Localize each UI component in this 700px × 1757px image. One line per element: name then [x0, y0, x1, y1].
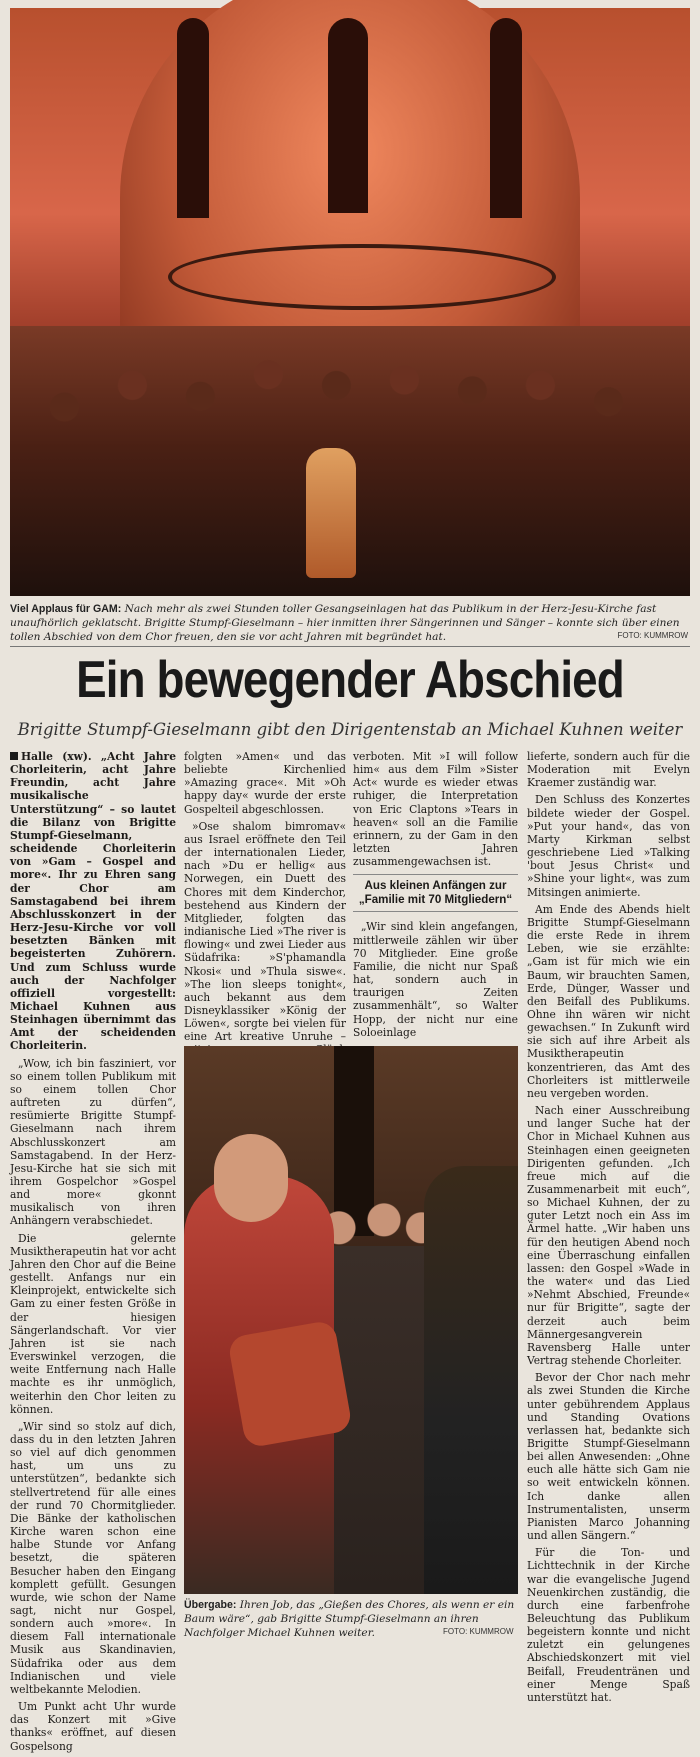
- photo-credit: FOTO: KUMMROW: [443, 1627, 514, 1636]
- section-subhead: Aus kleinen Anfängen zur „Familie mit 70 Mitgliedern“: [353, 874, 518, 912]
- divider: [10, 646, 690, 647]
- church-window: [490, 18, 522, 218]
- caption-text: Nach mehr als zwei Stunden toller Gesangseinlagen hat das Publikum in der Herz-Jesu-Kirche fast unaufhörlich geklatscht. Brigitte Stumpf-Gieselmann – hier inmitten ihrer Sängerinnen und Sänger – konnte sich über einen tollen Abschied von dem Chor freuen, den sie vor acht Jahren mit begründet hat.: [10, 603, 680, 643]
- paragraph: Für die Ton- und Lichttechnik in der Kirche war die evangelische Jugend Neuenkirchen zuständig, die durch eine farbenfrohe Beleuchtung das Publikum begeistern konnte und nicht zuletzt ein gelungenes Abschiedskonzert mit viel Beifall, Freudentränen und einer Menge Spaß unterstützt hat.: [527, 1546, 690, 1704]
- caption-lead: Viel Applaus für GAM:: [10, 603, 122, 615]
- paragraph: Den Schluss des Konzertes bildete wieder der Gospel. »Put your hand«, das von Marty Kirkman selbst geschriebene Lied »Talking 'bout Jesus Christ« und »Shine your light«, was zum Mitsingen animierte.: [527, 793, 690, 899]
- paragraph: folgten »Amen« und das beliebte Kirchenlied »Amazing grace«. Mit »Oh happy day« wurde der erste Gospelteil abgeschlossen.: [184, 750, 346, 816]
- paragraph: „Wow, ich bin fasziniert, vor so einem tollen Publikum mit so einem tollen Chor auftreten zu dürfen“, resümierte Brigitte Stumpf-Gieselmann nach ihrem Abschlusskonzert am Samstagabend. In der Herz-Jesu-Kirche hat sie sich mit ihrem Gospelchor »Gospel and more« gkonnt musikalisch von ihren Anhängern verabschiedet.: [10, 1056, 176, 1228]
- paragraph: Am Ende des Abends hielt Brigitte Stumpf-Gieselmann die erste Rede in ihrem Leben, wie sie erzählte: „Gam ist für mich wie ein Baum, wir brauchten Samen, Erde, Dünger, Wasser und den Beifall des Publikums. Ohne ihn wären wir nicht gewachsen.“ In Zukunft wird sie sich auf ihre Arbeit als Musiktherapeutin konzentrieren, das Amt des Chorleiters ist mittlerweile neu vergeben worden.: [527, 902, 690, 1100]
- church-window: [177, 18, 209, 218]
- paragraph: „Wir sind klein angefangen, mittlerweile zählen wir über 70 Mitglieder. Eine große Familie, die nicht nur Spaß hat, sondern auch in traurigen Zeiten zusammenhält“, so Walter Hopp, der nicht nur eine Soloeinlage: [353, 920, 518, 1039]
- paragraph: „Wir sind so stolz auf dich, dass du in den letzten Jahren so viel auf dich genommen hast, um uns zu unterstützen“, bedankte sich stellvertretend für alle eines der rund 70 Chormitglieder. Die Bänke der katholischen Kirche waren schon eine halbe Stunde vor Anfang besetzt, die späteren Besucher haben den Eingang komplett gefüllt. Gesungen wurde, wie schon der Name sagt, nicht nur Gospel, sondern auch »more«. In diesem Fall internationale Musik aus Skandinavien, Südafrika oder aus dem Indianischen und viele weltbekannte Melodien.: [10, 1419, 176, 1696]
- paragraph: Bevor der Chor nach mehr als zwei Stunden die Kirche unter gebührendem Applaus und Standing Ovations verlassen hat, bedankte sich Brigitte Stumpf-Gieselmann bei allen Anwesenden: „Ohne euch alle hätte sich Gam nie so weit entwickeln können. Ich danke allen Instrumentalisten, unserm Pianisten Marco Johanning und allen Sängern.“: [527, 1371, 690, 1543]
- top-photo-caption: [10, 602, 690, 644]
- conductor-figure: [306, 448, 356, 578]
- caption-lead: Übergabe:: [184, 1599, 237, 1611]
- church-window: [328, 18, 368, 213]
- handover-photo: [184, 1046, 518, 1594]
- paragraph: Um Punkt acht Uhr wurde das Konzert mit »Give thanks« eröffnet, auf diesen Gospelsong: [10, 1700, 176, 1753]
- chandelier-ring: [168, 244, 556, 310]
- article-column-4: [527, 750, 690, 1708]
- article-column-2: [184, 750, 346, 1074]
- paragraph: lieferte, sondern auch für die Moderation mit Evelyn Kraemer zuständig war.: [527, 750, 690, 790]
- photo-credit: FOTO: KUMMROW: [617, 631, 688, 640]
- paragraph: Die gelernte Musiktherapeutin hat vor acht Jahren den Chor auf die Beine gestellt. Anfangs nur ein Kleinprojekt, entwickelte sich Gam zu einer festen Größe in der hiesigen Sängerlandschaft. Vor vier Jahren ist sie nach Everswinkel verzogen, die weite Entfernung nach Halle machte es ihr unmöglich, weiterhin den Chor leiten zu können.: [10, 1231, 176, 1416]
- article-column-1: [10, 750, 176, 1757]
- caption-text: Ihren Job, das „Gießen des Chores, als wenn er ein Baum wäre“, gab Brigitte Stumpf-Gieselmann an ihren Nachfolger Michael Kuhnen weiter.: [184, 1599, 515, 1639]
- paragraph: Nach einer Ausschreibung und langer Suche hat der Chor in Michael Kuhnen aus Steinhagen einen geeigneten Dirigenten gefunden. „Ich freue mich auf die Zusammenarbeit mit euch“, so Michael Kuhnen, der zu guter Letzt noch ein Ass im Ärmel hatte. „Wir haben uns für den heutigen Abend noch eine Überraschung einfallen lassen: den Gospel »Wade in the water« und das Lied »Nehmt Abschied, Freunde« nur für Brigitte“, sagte der derzeit auch beim Männergesangverein Ravensberg Halle unter Vertrag stehende Chorleiter.: [527, 1104, 690, 1368]
- watering-can-icon: [227, 1319, 353, 1448]
- article-column-3: [353, 750, 518, 1043]
- choir-concert-photo: [10, 8, 690, 596]
- paragraph: verboten. Mit »I will follow him« aus dem Film »Sister Act« wurde es wieder etwas ruhiger, die Interpretation von Eric Claptons »Tears in heaven« soll an die Familie erinnern, zu der Gam in den letzten Jahren zusammengewachsen ist.: [353, 750, 518, 869]
- subheadline: Brigitte Stumpf-Gieselmann gibt den Dirigentenstab an Michael Kuhnen weiter: [17, 720, 683, 739]
- intro-paragraph: Halle (xw). „Acht Jahre Chorleiterin, acht Jahre Freundin, acht Jahre musikalische Unterstützung“ – so lautet die Bilanz von Brigitte Stumpf-Gieselmann, scheidende Chorleiterin von »Gam – Gospel and more«. Ihr zu Ehren sang der Chor am Samstagabend bei ihrem Abschlusskonzert in der Herz-Jesu-Kirche vor voll besetzten Bänken mit begeisterten Zuhörern. Und zum Schluss wurde auch der Nachfolger offiziell vorgestellt: Michael Kuhnen aus Steinhagen übernimmt das Amt der scheidenden Chorleiterin.: [10, 750, 176, 1053]
- bullet-square-icon: [10, 752, 18, 760]
- headline: Ein bewegender Abschied: [76, 651, 624, 709]
- brigitte-figure: [424, 1166, 518, 1594]
- paragraph: »Ose shalom bimromav« aus Israel eröffnete den Teil der internationalen Lieder, nach »Du er hellig« aus Norwegen, ein Duett des Chores mit dem Kinderchor, bestehend aus Kindern der Mitglieder, folgten das indianische Lied »The river is flowing« und zwei Lieder aus Südafrika: »S'phamandla Nkosi« und »Thula siswe«. »The lion sleeps tonight«, auch bekannt aus dem Disneyklassiker »König der Löwen«, sorgte bei vielen für eine Art kreative Unruhe –: [184, 819, 346, 1044]
